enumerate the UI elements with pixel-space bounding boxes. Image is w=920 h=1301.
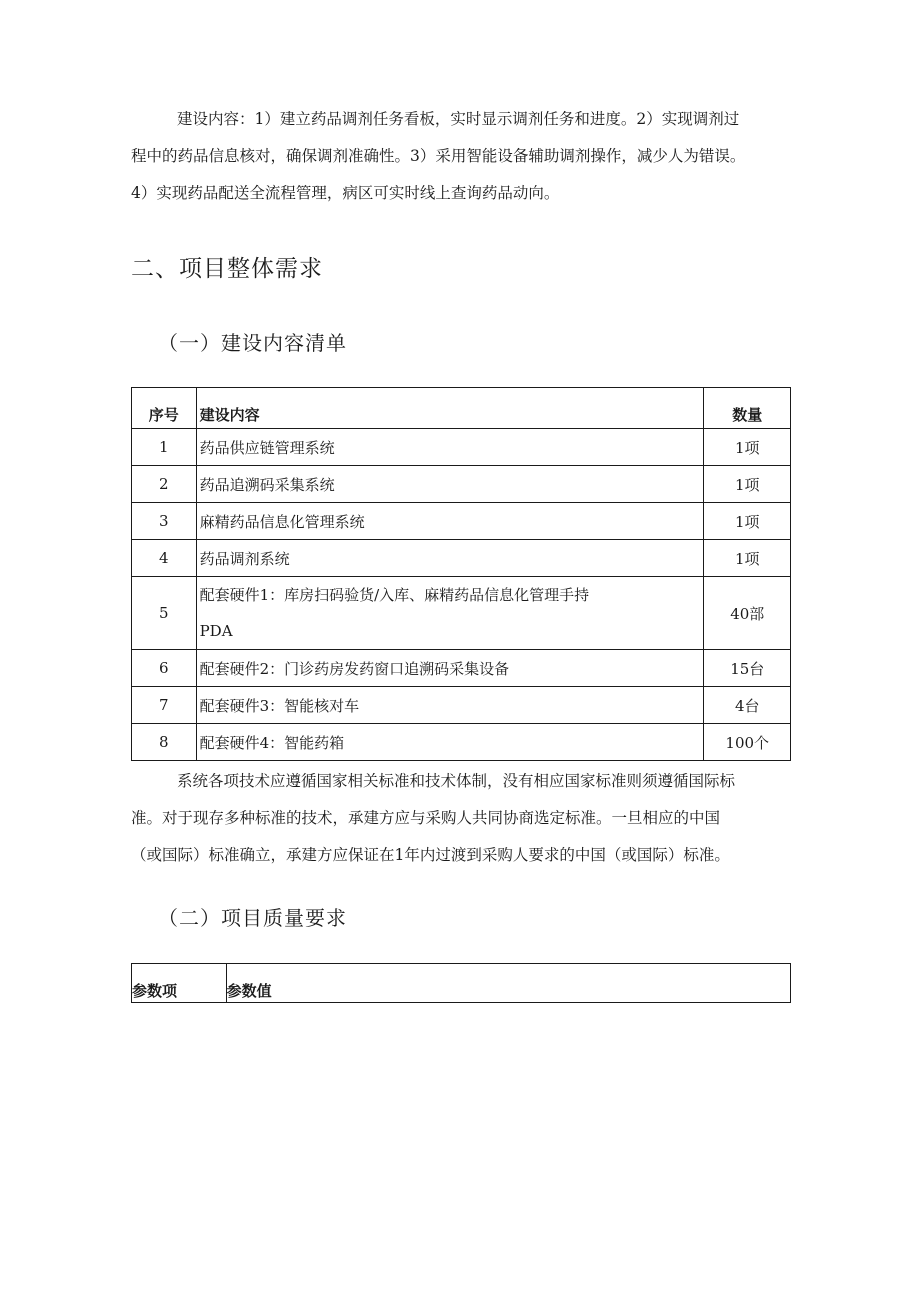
- cell-no: 3: [132, 503, 197, 540]
- cell-item: 配套硬件4：智能药箱: [196, 724, 704, 761]
- table-row: [132, 577, 791, 650]
- cell-item: [196, 577, 704, 650]
- table-row: [132, 724, 791, 761]
- cell-item: 药品追溯码采集系统: [196, 466, 704, 503]
- subsection-heading-content-list: （一）建设内容清单: [158, 331, 347, 355]
- quality-params-table: [131, 963, 791, 1003]
- cell-qty: 4台: [704, 687, 791, 724]
- cell-item-line: 配套硬件1：库房扫码验货/入库、麻精药品信息化管理手持: [199, 586, 590, 604]
- header-value: 参数值: [226, 964, 790, 1003]
- header-param: 参数项: [132, 964, 227, 1003]
- standards-paragraph: [131, 763, 793, 874]
- table-row: [132, 466, 791, 503]
- cell-no: 6: [132, 650, 197, 687]
- cell-item: 麻精药品信息化管理系统: [196, 503, 704, 540]
- section-heading: 二、项目整体需求: [131, 256, 323, 282]
- cell-item: 药品供应链管理系统: [196, 429, 704, 466]
- intro-line: 建设内容：1）建立药品调剂任务看板，实时显示调剂任务和进度。2）实现调剂过: [177, 110, 740, 128]
- cell-no: 5: [132, 577, 197, 650]
- header-item: 建设内容: [196, 388, 704, 429]
- standards-line: 系统各项技术应遵循国家相关标准和技术体制，没有相应国家标准则须遵循国际标: [177, 772, 736, 790]
- cell-no: 7: [132, 687, 197, 724]
- intro-line: 4）实现药品配送全流程管理，病区可实时线上查询药品动向。: [131, 184, 560, 202]
- table-row: [132, 503, 791, 540]
- cell-no: 4: [132, 540, 197, 577]
- header-no: 序号: [132, 388, 197, 429]
- standards-line: 准。对于现存多种标准的技术，承建方应与采购人共同协商选定标准。一旦相应的中国: [131, 809, 721, 827]
- table-header-row: [132, 388, 791, 429]
- cell-item-line: PDA: [199, 622, 233, 640]
- standards-line: （或国际）标准确立，承建方应保证在1年内过渡到采购人要求的中国（或国际）标准。: [131, 846, 730, 864]
- cell-qty: 1项: [704, 429, 791, 466]
- intro-line: 程中的药品信息核对，确保调剂准确性。3）采用智能设备辅助调剂操作，减少人为错误。: [131, 147, 746, 165]
- cell-no: 8: [132, 724, 197, 761]
- table-row: [132, 540, 791, 577]
- content-list-table: [131, 387, 791, 761]
- table-header-row: [132, 964, 791, 1003]
- subsection-heading-quality: （二）项目质量要求: [158, 906, 347, 930]
- cell-qty: 1项: [704, 503, 791, 540]
- cell-item: 配套硬件3：智能核对车: [196, 687, 704, 724]
- cell-qty: 1项: [704, 466, 791, 503]
- table-row: [132, 429, 791, 466]
- cell-no: 1: [132, 429, 197, 466]
- cell-qty: 15台: [704, 650, 791, 687]
- header-qty: 数量: [704, 388, 791, 429]
- intro-paragraph: [131, 101, 793, 212]
- cell-qty: 100个: [704, 724, 791, 761]
- cell-no: 2: [132, 466, 197, 503]
- table-row: [132, 687, 791, 724]
- cell-item: 配套硬件2：门诊药房发药窗口追溯码采集设备: [196, 650, 704, 687]
- table-row: [132, 650, 791, 687]
- cell-item: 药品调剂系统: [196, 540, 704, 577]
- cell-qty: 1项: [704, 540, 791, 577]
- cell-qty: 40部: [704, 577, 791, 650]
